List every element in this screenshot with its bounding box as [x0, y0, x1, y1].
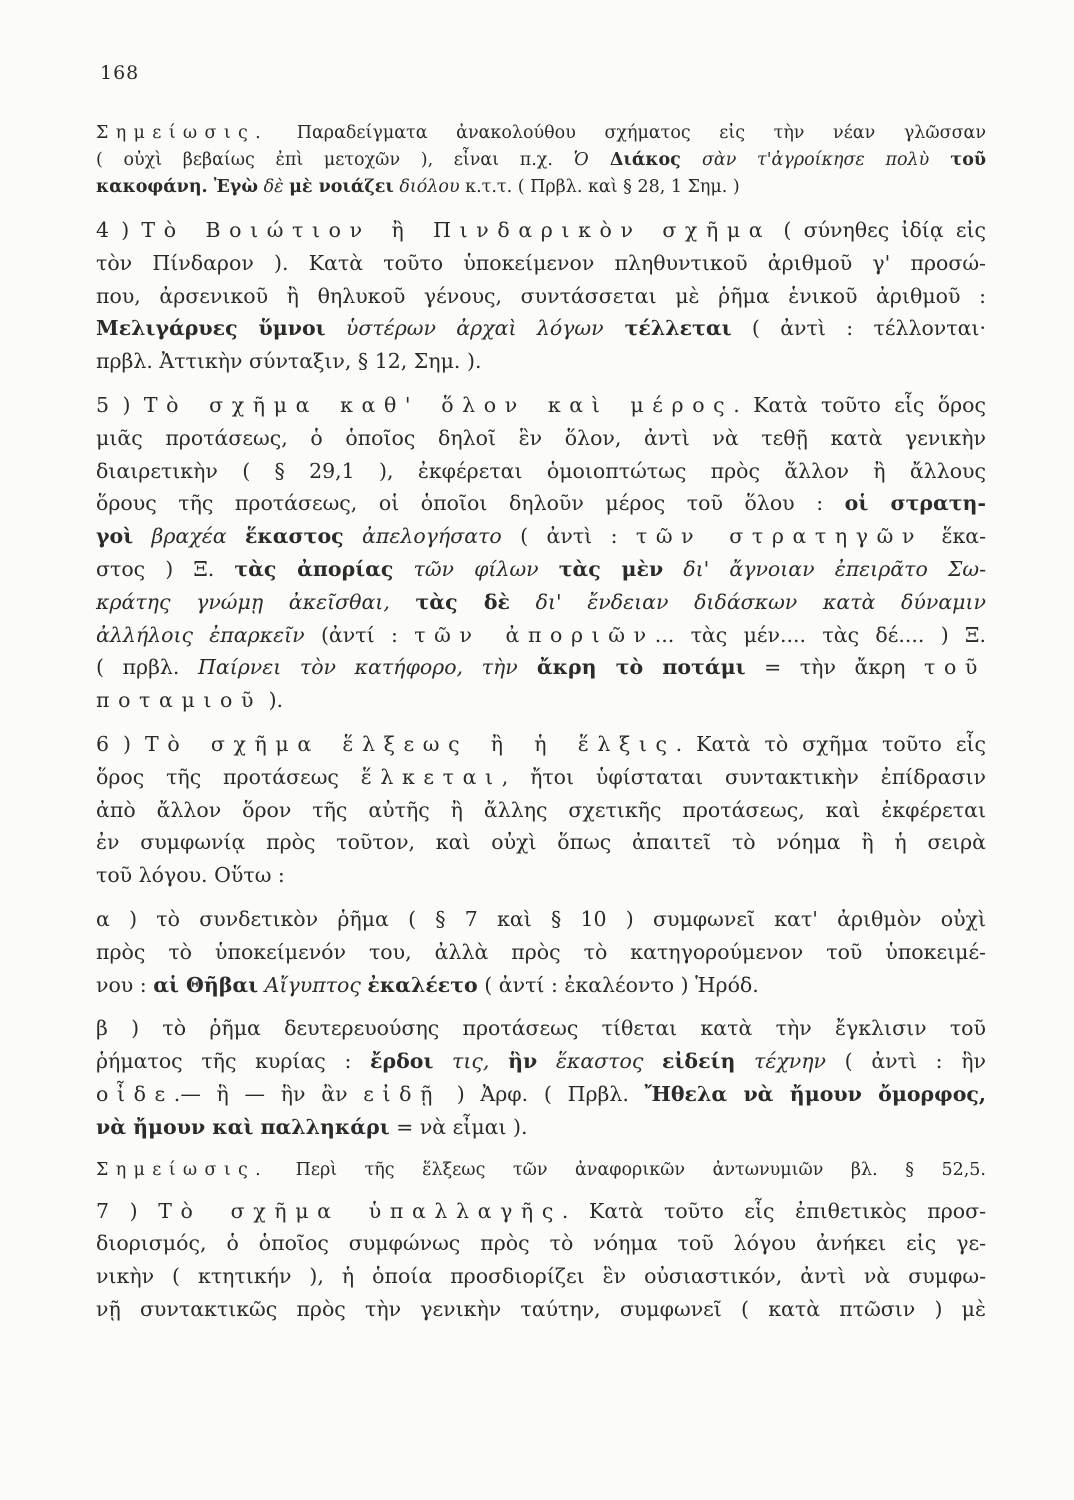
text-segment: ἐν συμφωνίᾳ πρὸς τοῦτον, καὶ οὐχὶ ὅπως ἀπαιτεῖ τὸ νόημα ἢ ἡ σειρὰ: [96, 830, 986, 855]
text-segment: Ὁ: [573, 150, 589, 170]
text-segment: Παίρνει τὸν κατήφορο, τὴν: [198, 655, 518, 680]
paragraph-gap: [96, 1144, 986, 1157]
text-segment: γοὶ: [96, 524, 134, 549]
text-line: [96, 1012, 986, 1045]
text-segment: Τὸ σχῆμα καθ' ὅλον καὶ μέρος: [143, 392, 734, 417]
text-segment: . Κατὰ τοῦτο εἷς ἐπιθετικὸς προσ-: [561, 1198, 987, 1223]
text-segment: β ) τὸ ῥῆμα δευτερευούσης προτάσεως τίθεται κατὰ τὴν ἔγκλισιν τοῦ: [96, 1016, 986, 1041]
text-segment: δὲ: [258, 177, 290, 197]
text-segment: εἰδῇ: [363, 1081, 441, 1106]
text-line: [96, 1260, 986, 1293]
paragraph-gap: [96, 201, 986, 214]
text-line: [96, 280, 986, 313]
text-segment: κράτης γνώμῃ ἀκεῖσθαι,: [96, 589, 416, 614]
text-segment: τὰς ἀπορίας: [234, 556, 394, 581]
text-segment: ( οὐχὶ βεβαίως ἐπὶ μετοχῶν ), εἶναι π.χ.: [96, 150, 574, 170]
text-segment: πρβλ. Ἀττικὴν σύνταξιν, § 12, Σημ. ).: [96, 349, 482, 374]
text-line: [96, 487, 986, 520]
text-line: [96, 389, 986, 422]
text-line: [96, 1293, 986, 1326]
text-segment: Τὸ Βοιώτιον ἢ Πινδαρικὸν σχῆμα: [141, 218, 772, 242]
text-segment: Μελιγάρυες ὕμνοι: [96, 316, 326, 341]
text-segment: νικὴν ( κτητικήν ), ἡ ὁποία προσδιορίζει ἓν οὐσιαστικόν, ἀντὶ νὰ συμφω-: [96, 1264, 986, 1289]
text-line: [96, 1111, 986, 1144]
text-segment: Διάκος: [588, 150, 702, 170]
paragraph-gap: [96, 717, 986, 728]
text-line: [96, 619, 986, 652]
text-segment: κακοφάνη. Ἐγὼ: [96, 177, 258, 197]
text-segment: νὰ ἤμουν καὶ παλληκάρι: [96, 1114, 390, 1139]
text-segment: ... τὰς μέν.... τὰς δέ.... ) Ξ.: [654, 622, 987, 647]
text-line: [96, 422, 986, 455]
text-segment: τῶν στρατηγῶν: [635, 524, 924, 549]
text-segment: 6 ): [96, 731, 146, 756]
text-line: [96, 247, 986, 280]
text-segment: μιᾶς προτάσεως, ὁ ὁποῖος δηλοῖ ἓν ὅλον, ἀντὶ νὰ τεθῇ κατὰ γενικὴν: [96, 425, 986, 450]
text-segment: τοῦ: [929, 150, 987, 170]
text-segment: Σημείωσις.: [96, 1159, 269, 1180]
text-segment: τὰς μὲν: [558, 556, 664, 581]
text-segment: που, ἀρσενικοῦ ἢ θηλυκοῦ γένους, συντάσσεται μὲ ῥῆμα ἑνικοῦ ἀριθμοῦ :: [96, 283, 986, 308]
text-segment: τὸν Πίνδαρον ). Κατὰ τοῦτο ὑποκείμενον πληθυντικοῦ ἀριθμοῦ γ' προσώ-: [96, 250, 986, 275]
text-segment: ἣν: [508, 1049, 538, 1074]
text-segment: Τὸ σχῆμα ἕλξεως ἢ ἡ ἕλξις: [145, 731, 676, 756]
text-line: [96, 1045, 986, 1078]
paragraph-gap: [96, 1001, 986, 1012]
text-line: [96, 553, 986, 586]
text-segment: 5 ): [96, 392, 144, 417]
paragraph-gap: [96, 378, 986, 389]
text-segment: αἱ Θῆβαι: [153, 972, 259, 997]
text-segment: (ἀντί :: [304, 622, 415, 647]
text-line: [96, 1195, 986, 1228]
text-segment: ἕκαστος: [537, 1049, 663, 1074]
text-line: [96, 520, 986, 553]
text-segment: τοῦ λόγου. Οὕτω :: [96, 863, 285, 888]
text-segment: βραχέα: [133, 524, 245, 549]
text-segment: ῥήματος τῆς κυρίας :: [96, 1049, 371, 1074]
text-segment: διόλου: [393, 177, 460, 197]
text-segment: τοῦ: [924, 655, 987, 680]
text-segment: Αἴγυπτος: [258, 972, 368, 997]
text-segment: ( ἀντὶ : ἣν: [826, 1049, 986, 1074]
text-line: [96, 903, 986, 936]
text-segment: 7 ): [96, 1198, 159, 1223]
text-segment: ἔρδοι: [370, 1049, 434, 1074]
text-line: [96, 761, 986, 794]
text-segment: κ.τ.τ. ( Πρβλ. καὶ § 28, 1 Σημ. ): [459, 177, 740, 197]
text-segment: τῶν ἀποριῶν: [414, 622, 655, 647]
text-line: [96, 728, 986, 761]
text-segment: τὰς δὲ: [415, 589, 510, 614]
text-line: [96, 147, 986, 174]
text-segment: ἐκαλέετο: [367, 972, 478, 997]
text-segment: . Κατὰ τὸ σχῆμα τοῦτο εἷς: [675, 731, 986, 756]
text-line: [96, 969, 986, 1002]
paragraph-gap: [96, 1184, 986, 1195]
text-line: [96, 174, 986, 201]
text-segment: α ) τὸ συνδετικὸν ῥῆμα ( § 7 καὶ § 10 ) συμφωνεῖ κατ' ἀριθμὸν οὐχὶ: [96, 906, 986, 931]
text-segment: οἶδε: [96, 1081, 174, 1106]
text-segment: Παραδείγματα ἀνακολούθου σχήματος εἰς τὴν νέαν γλῶσσαν: [268, 123, 986, 143]
text-segment: ποταμιοῦ: [96, 688, 263, 713]
text-segment: δι' ἄγνοιαν ἐπειρᾶτο Σω-: [663, 556, 987, 581]
text-line: [96, 1227, 986, 1260]
text-segment: ( ἀντί : ἐκαλέοντο ) Ἡρόδ.: [477, 972, 759, 997]
text-line: [96, 936, 986, 969]
text-segment: ( ἀντὶ :: [501, 524, 636, 549]
text-segment: τέλλεται: [603, 316, 732, 341]
text-segment: νου :: [96, 972, 154, 997]
text-segment: ( σύνηθες ἰδίᾳ εἰς: [771, 218, 987, 242]
text-segment: τῶν φίλων: [393, 556, 559, 581]
text-segment: ἕκαστος: [244, 524, 344, 549]
text-segment: τέχνην: [735, 1049, 826, 1074]
text-segment: ἀπὸ ἄλλον ὅρον τῆς αὐτῆς ἢ ἄλλης σχετικῆς προτάσεως, καὶ ἐκφέρεται: [96, 797, 986, 822]
text-segment: διορισμός, ὁ ὁποῖος συμφώνως πρὸς τὸ νόημα τοῦ λόγου ἀνήκει εἰς γε-: [96, 1231, 986, 1256]
text-segment: ἀπελογήσατο: [343, 524, 502, 549]
text-segment: ) Ἀρφ. ( Πρβλ.: [440, 1081, 645, 1106]
text-segment: στος ) Ξ.: [96, 556, 235, 581]
text-segment: ἕκα-: [923, 524, 987, 549]
text-segment: . Κατὰ τοῦτο εἷς ὅρος: [733, 392, 986, 417]
paragraph-gap: [96, 892, 986, 903]
text-line: [96, 312, 986, 345]
text-segment: = τὴν ἄκρη: [745, 655, 925, 680]
text-line: [96, 794, 986, 827]
text-segment: διαιρετικὴν ( § 29,1 ), ἐκφέρεται ὁμοιοπτώτως πρὸς ἄλλον ἢ ἄλλους: [96, 458, 986, 483]
text-segment: ).: [262, 688, 284, 713]
text-segment: ( ἀντὶ : τέλλονται·: [731, 316, 986, 341]
text-segment: ἀλλήλοις ἐπαρκεῖν: [96, 622, 305, 647]
text-segment: δι' ἔνδειαν διδάσκων κατὰ δύναμιν: [509, 589, 986, 614]
text-line: [96, 859, 986, 892]
text-line: [96, 214, 986, 247]
text-segment: = νὰ εἶμαι ).: [389, 1114, 528, 1139]
text-segment: .— ἣ — ἣν ἂν: [173, 1081, 364, 1106]
text-segment: σὰν τ'ἀγροίκησε πολὺ: [701, 150, 930, 170]
text-segment: 4 ): [96, 218, 142, 242]
text-segment: ( πρβλ.: [96, 655, 198, 680]
text-segment: Σημείωσις.: [96, 123, 269, 143]
text-line: [96, 120, 986, 147]
text-segment: εἰδείη: [662, 1049, 736, 1074]
text-segment: ὅρος τῆς προτάσεως: [96, 764, 361, 789]
text-segment: νῇ συντακτικῶς πρὸς τὴν γενικὴν ταύτην, συμφωνεῖ ( κατὰ πτῶσιν ) μὲ: [96, 1296, 986, 1321]
text-line: [96, 345, 986, 378]
text-line: [96, 1157, 986, 1184]
text-segment: ἄκρη τὸ ποτάμι: [517, 655, 746, 680]
text-segment: οἱ στρατη-: [844, 491, 986, 516]
text-line: [96, 455, 986, 488]
text-segment: Τὸ σχῆμα ὑπαλλαγῆς: [158, 1198, 562, 1223]
text-line: [96, 826, 986, 859]
text-segment: ὑστέρων ἀρχαὶ λόγων: [325, 316, 604, 341]
text-line: [96, 586, 986, 619]
text-line: [96, 684, 986, 717]
text-segment: ὅρους τῆς προτάσεως, οἱ ὁποῖοι δηλοῦν μέρος τοῦ ὅλου :: [96, 491, 845, 516]
text-segment: Ἤθελα νὰ ἤμουν ὄμορφος,: [644, 1081, 986, 1106]
text-segment: τις,: [433, 1049, 509, 1074]
body-text: [96, 120, 986, 1326]
text-segment: Περὶ τῆς ἕλξεως τῶν ἀναφορικῶν ἀντωνυμιῶν βλ. § 52,5.: [268, 1159, 986, 1180]
text-segment: μὲ νοιάζει: [289, 177, 394, 197]
text-line: [96, 1078, 986, 1111]
text-segment: πρὸς τὸ ὑποκείμενόν του, ἀλλὰ πρὸς τὸ κατηγορούμενον τοῦ ὑποκειμέ-: [96, 939, 986, 964]
text-segment: ἕλκεται: [360, 764, 502, 789]
text-line: [96, 651, 986, 684]
page-number: 168: [100, 62, 140, 84]
text-segment: , ἤτοι ὑφίσταται συντακτικὴν ἐπίδρασιν: [501, 764, 986, 789]
